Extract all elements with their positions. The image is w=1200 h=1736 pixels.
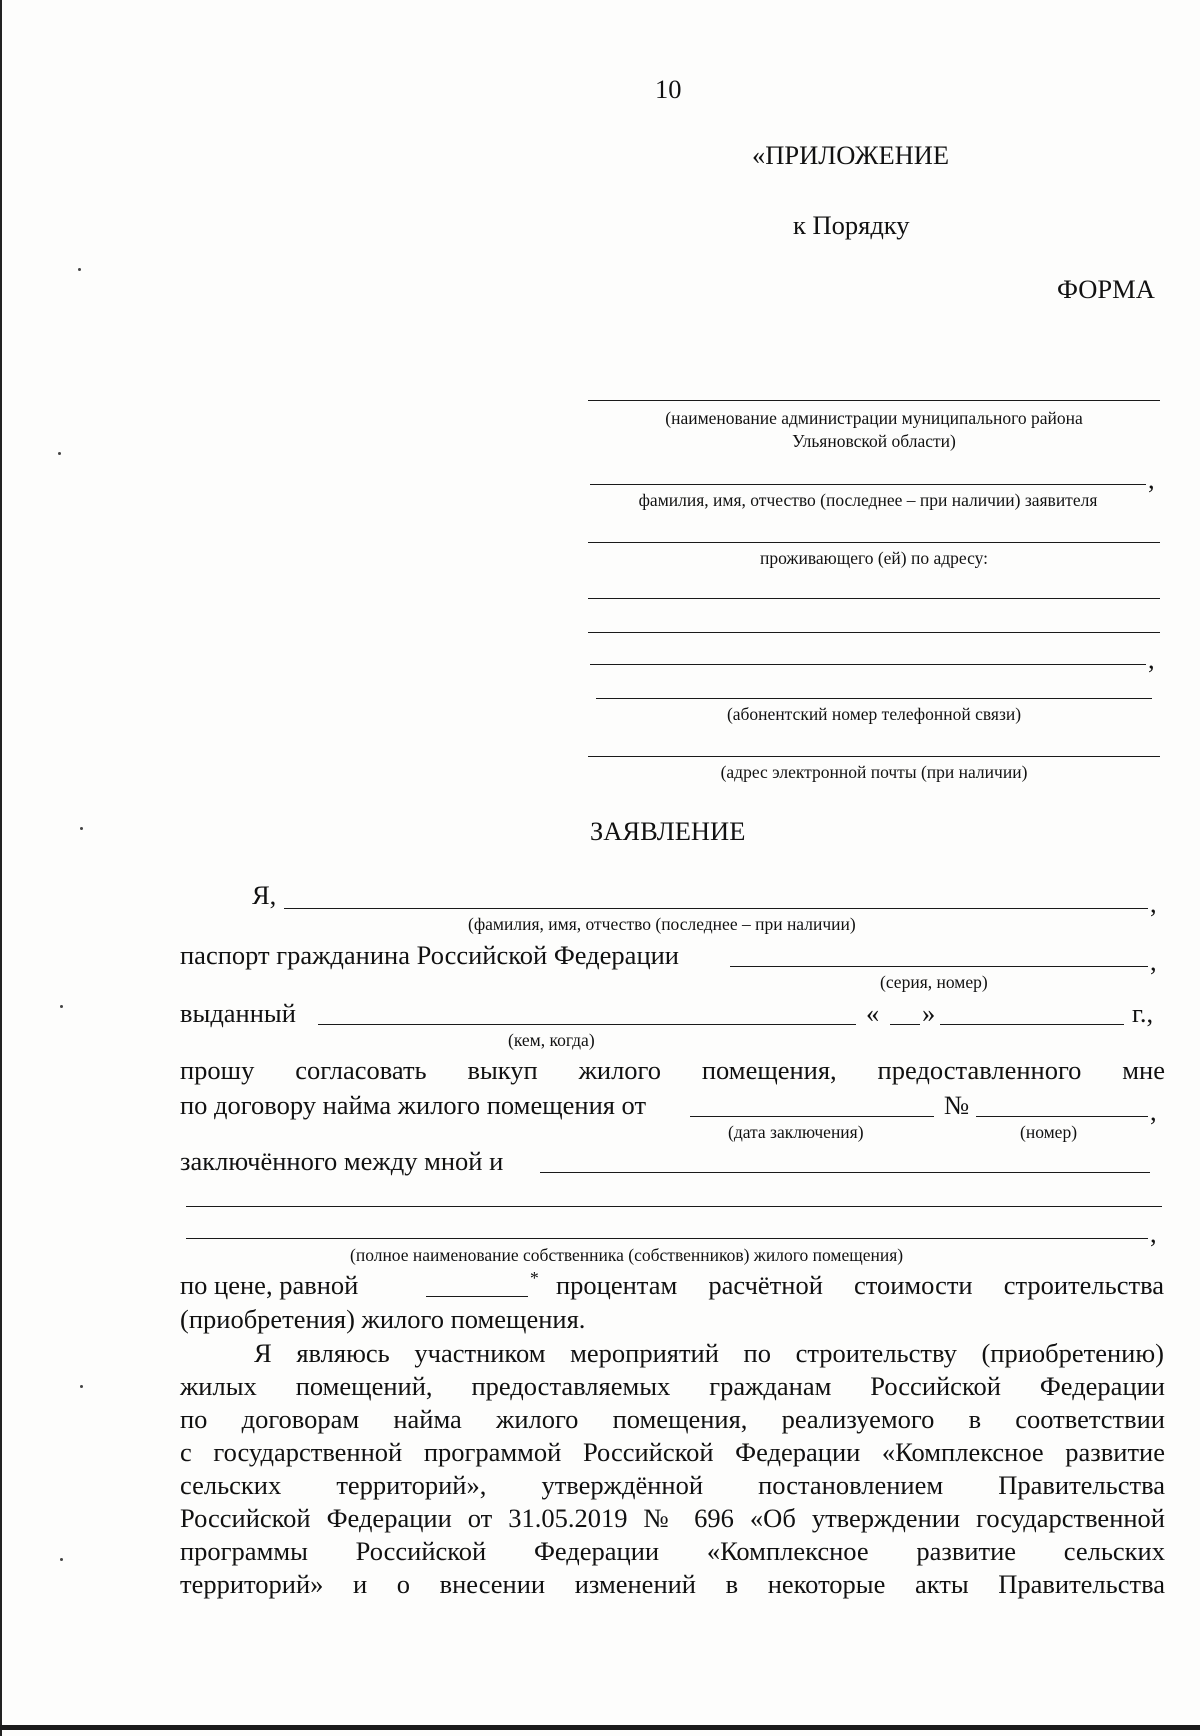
date-caption: (дата заключения) (728, 1122, 864, 1142)
scan-bottom-edge (0, 1725, 1200, 1730)
comma: , (1148, 644, 1155, 674)
concluded-label: заключённого между мной и (180, 1146, 504, 1176)
i-caption: (фамилия, имя, отчество (последнее – при наличии) (468, 914, 856, 934)
contract-date-line (690, 1116, 934, 1117)
contract-label: по договору найма жилого помещения от (180, 1090, 647, 1120)
ask-line: прошу согласовать выкуп жилого помещения, предоставленного мне (180, 1055, 1165, 1085)
scan-speck (60, 1558, 63, 1561)
form-label: ФОРМА (1057, 274, 1155, 304)
applicant-full-name-line (284, 908, 1148, 909)
passport-label: паспорт гражданина Российской Федерации (180, 940, 679, 970)
phone-line (596, 698, 1152, 699)
owner-line-3 (186, 1238, 1148, 1239)
year-suffix: г., (1132, 998, 1154, 1028)
email-line (588, 756, 1160, 757)
admin-caption-2: Ульяновской области) (792, 431, 956, 451)
number-caption: (номер) (1020, 1122, 1078, 1142)
price-text: процентам расчётной стоимости строительства (556, 1270, 1164, 1300)
quote-open: « (866, 998, 880, 1028)
issued-by-line (318, 1024, 856, 1025)
email-caption: (адрес электронной почты (при наличии) (720, 762, 1028, 782)
day-line (890, 1024, 920, 1025)
passport-caption: (серия, номер) (880, 972, 988, 992)
quote-close: » (922, 998, 936, 1028)
applicant-name-line (590, 484, 1146, 485)
footnote-mark: * (530, 1268, 539, 1288)
paragraph-line: программы Российской Федерации «Комплексное развитие сельских (180, 1536, 1165, 1566)
price-label: по цене, равной (180, 1270, 359, 1300)
comma: , (1150, 946, 1157, 976)
price-line-2: (приобретения) жилого помещения. (180, 1304, 586, 1334)
comma: , (1148, 464, 1155, 494)
scan-speck (60, 1005, 63, 1008)
paragraph-line: по договорам найма жилого помещения, реализуемого в соответствии (180, 1404, 1165, 1434)
scan-speck (58, 452, 61, 455)
issued-caption: (кем, когда) (508, 1030, 595, 1050)
appendix-heading: «ПРИЛОЖЕНИЕ (752, 140, 950, 170)
number-sign: № (944, 1090, 970, 1120)
paragraph-line: сельских территорий», утверждённой постановлением Правительства (180, 1470, 1165, 1500)
address-line-1 (588, 598, 1160, 599)
owner-caption: (полное наименование собственника (собственников) жилого помещения) (350, 1245, 904, 1265)
residence-line (588, 542, 1160, 543)
passport-line (730, 966, 1148, 967)
scan-speck (78, 268, 81, 271)
order-reference: к Порядку (793, 210, 910, 240)
comma: , (1150, 1096, 1157, 1126)
percent-line (426, 1296, 528, 1297)
page-number: 10 (655, 74, 682, 104)
owner-line-2 (186, 1206, 1162, 1207)
line-i: Я, (252, 880, 277, 910)
contract-number-line (976, 1116, 1148, 1117)
phone-caption: (абонентский номер телефонной связи) (726, 704, 1022, 724)
applicant-caption: фамилия, имя, отчество (последнее – при наличии) заявителя (638, 490, 1098, 510)
issued-label: выданный (180, 998, 296, 1028)
address-line-2 (588, 632, 1160, 633)
month-line (940, 1024, 1124, 1025)
scan-left-edge (0, 0, 2, 1736)
document-title: ЗАЯВЛЕНИЕ (590, 816, 746, 846)
paragraph-line: Российской Федерации от 31.05.2019 № 696 «Об утверждении государственной (180, 1503, 1165, 1533)
admin-name-line (588, 400, 1160, 401)
scan-speck (80, 827, 83, 830)
comma: , (1150, 888, 1157, 918)
paragraph-line: Я являюсь участником мероприятий по строительству (приобретению) (254, 1338, 1164, 1368)
scan-speck (80, 1385, 83, 1388)
owner-line-1 (540, 1172, 1150, 1173)
comma: , (1150, 1218, 1157, 1248)
paragraph-line: с государственной программой Российской Федерации «Комплексное развитие (180, 1437, 1165, 1467)
residence-caption: проживающего (ей) по адресу: (759, 548, 989, 568)
admin-caption-1: (наименование администрации муниципального района (665, 408, 1083, 428)
address-line-3 (590, 664, 1146, 665)
paragraph-line: жилых помещений, предоставляемых гражданам Российской Федерации (180, 1371, 1165, 1401)
paragraph-line: территорий» и о внесении изменений в некоторые акты Правительства (180, 1569, 1165, 1599)
